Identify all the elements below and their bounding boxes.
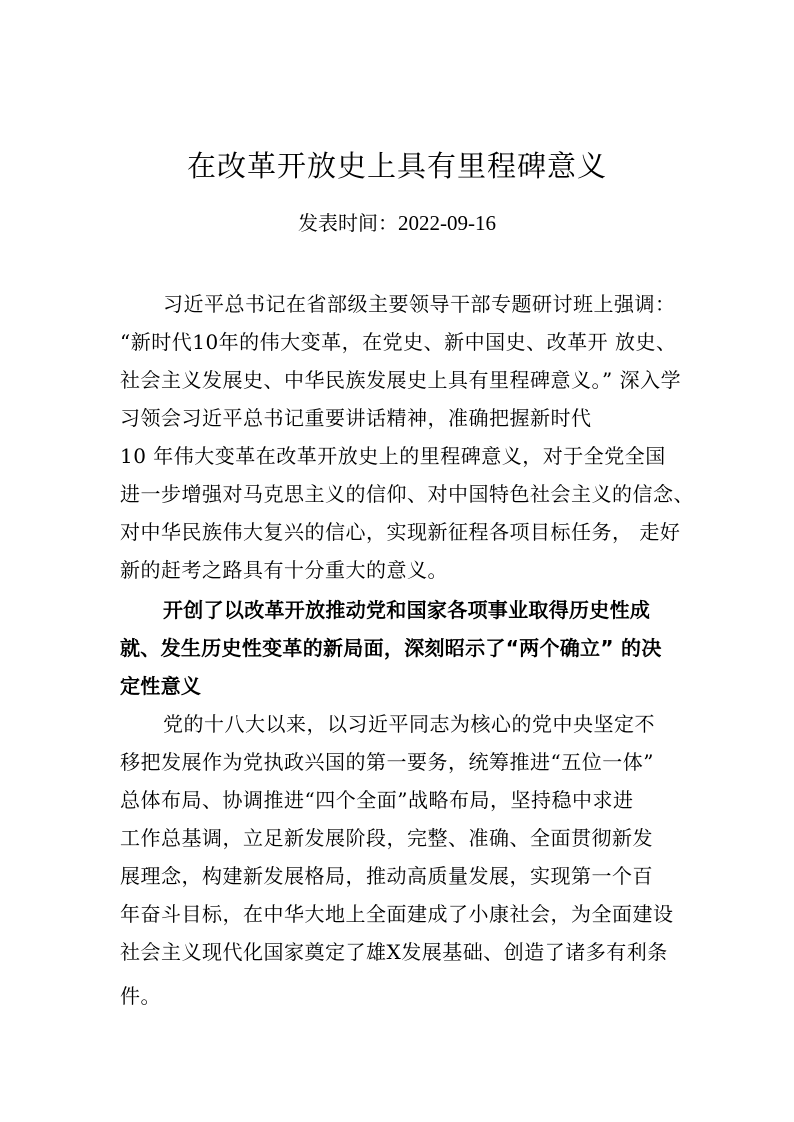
paragraph-line: 习近平总书记在省部级主要领导干部专题研讨班上强调： (163, 292, 676, 316)
paragraph-line: 社会主义发展史、中华民族发展史上具有里程碑意义。” 深入学 (120, 368, 682, 392)
paragraph-line: 总体布局、协调推进“四个全面”战略布局，坚持稳中求进 (120, 788, 634, 812)
paragraph-line: 对中华民族伟大复兴的信心，实现新征程各项目标任务， 走好 (120, 520, 681, 544)
paragraph-line: 移把发展作为党执政兴国的第一要务，统筹推进“五位一体” (120, 750, 654, 774)
paragraph-line: “新时代10年的伟大变革，在党史、新中国史、改革开 放史、 (120, 330, 677, 354)
paragraph-line: 工作总基调，立足新发展阶段，完整、准确、全面贯彻新发 (120, 826, 653, 850)
publish-date-value: 2022-09-16 (398, 211, 496, 235)
section-heading-line: 就、发生历史性变革的新局面，深刻昭示了“两个确立” 的决 (120, 636, 662, 660)
paragraph-line: 社会主义现代化国家奠定了雄X发展基础、创造了诸多有利条 (120, 940, 668, 964)
document-title: 在改革开放史上具有里程碑意义 (186, 149, 607, 183)
publish-date (0, 208, 794, 238)
publish-date-label: 发表时间： (298, 211, 398, 235)
paragraph-line: 党的十八大以来，以习近平同志为核心的党中央坚定不 (163, 712, 655, 736)
paragraph-line: 进一步增强对马克思主义的信仰、对中国特色社会主义的信念、 (120, 482, 694, 506)
paragraph-line: 展理念，构建新发展格局，推动高质量发展，实现第一个百 (120, 864, 653, 888)
paragraph-line: 习领会习近平总书记重要讲话精神，准确把握新时代 (120, 406, 592, 430)
paragraph-line: 新的赶考之路具有十分重大的意义。 (120, 558, 448, 582)
paragraph-line: 件。 (120, 984, 161, 1008)
paragraph-line: 年奋斗目标，在中华大地上全面建成了小康社会，为全面建设 (120, 902, 674, 926)
section-heading-line: 定性意义 (120, 674, 202, 698)
paragraph-line: 10 年伟大变革在改革开放史上的里程碑意义，对于全党全国 (120, 444, 666, 468)
section-heading-line: 开创了以改革开放推动党和国家各项事业取得历史性成 (163, 598, 651, 622)
